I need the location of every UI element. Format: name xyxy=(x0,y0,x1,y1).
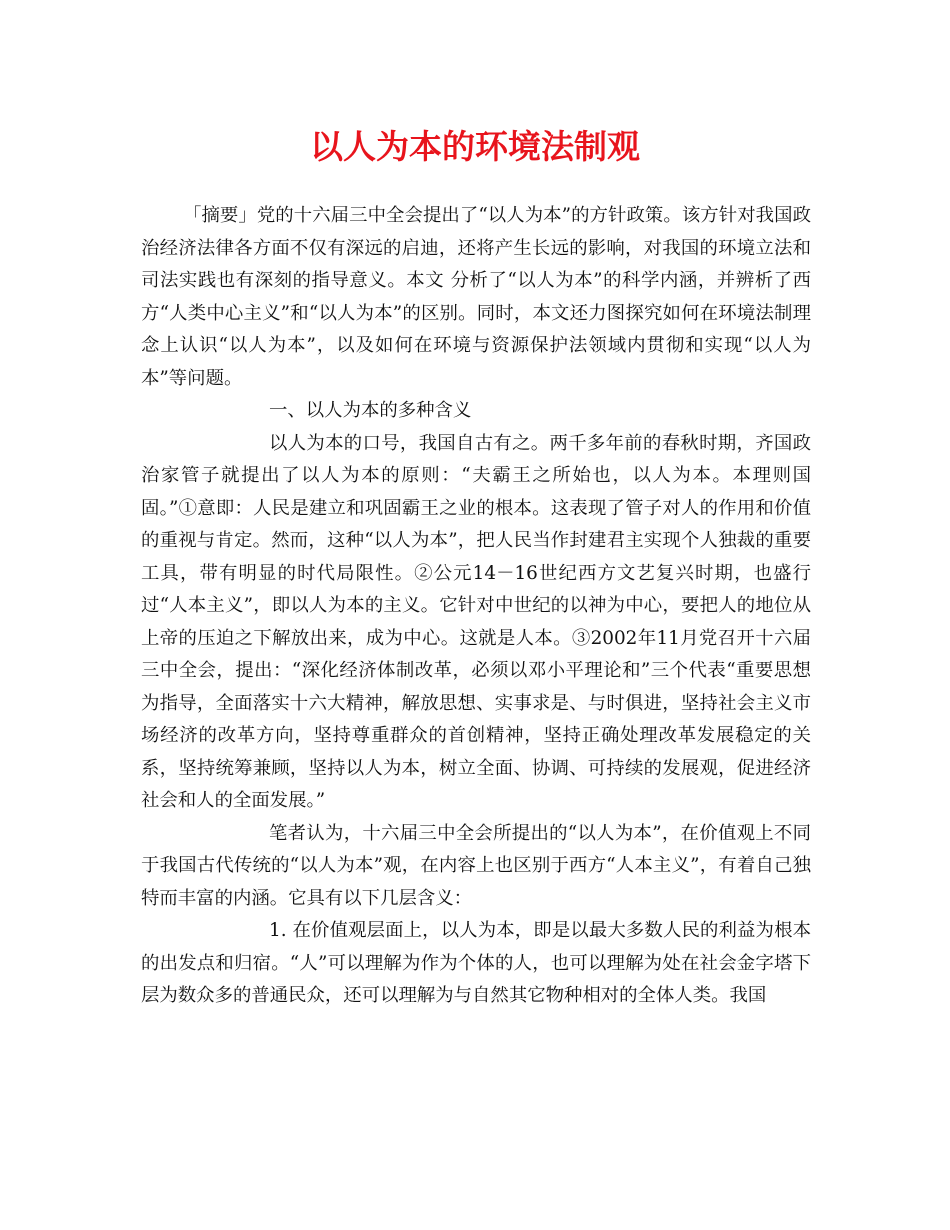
body-paragraph: 笔者认为，十六届三中全会所提出的“以人为本”，在价值观上不同于我国古代传统的“以人为本”观，在内容上也区别于西方“人本主义”，有着自己独特而丰富的内涵。它具有以下几层含义： xyxy=(141,822,811,909)
section-heading: 一、以人为本的多种含义 xyxy=(269,400,472,421)
body-paragraph: 1. 在价值观层面上，以人为本，即是以最大多数人民的利益为根本的出发点和归宿。“人”可以理解为作为个体的人，也可以理解为处在社会金字塔下层为数众多的普通民众，还可以理解为与自然其它物种相对的全体人类。我国 xyxy=(141,920,811,1006)
document-title: 以人为本的环境法制观 xyxy=(310,127,640,166)
document-body xyxy=(141,200,811,1013)
body-paragraph: 以人为本的口号，我国自古有之。两千多年前的春秋时期，齐国政治家管子就提出了以人为本的原则：“夫霸王之所始也，以人为本。本理则国固。”①意即：人民是建立和巩固霸王之业的根本。这表现了管子对人的作用和价值的重视与肯定。然而，这种“以人为本”，把人民当作封建君主实现个人独裁的重要工具，带有明显的时代局限性。②公元14－16世纪西方文艺复兴时期，也盛行过“人本主义”，即以人为本的主义。它针对中世纪的以神为中心，要把人的地位从上帝的压迫之下解放出来，成为中心。这就是人本。③2002年11月党召开十六届三中全会，提出：“深化经济体制改革，必须以邓小平理论和”三个代表“重要思想为指导，全面落实十六大精神，解放思想、实事求是、与时俱进，坚持社会主义市场经济的改革方向，坚持尊重群众的首创精神，坚持正确处理改革发展稳定的关系，坚持统筹兼顾，坚持以人为本，树立全面、协调、可持续的发展观，促进经济社会和人的全面发展。” xyxy=(141,432,811,811)
abstract-paragraph: 「摘要」党的十六届三中全会提出了“以人为本”的方针政策。该方针对我国政治经济法律各方面不仅有深远的启迪，还将产生长远的影响，对我国的环境立法和司法实践也有深刻的指导意义。本文 分析了“以人为本”的科学内涵，并辨析了西方“人类中心主义”和“以人为本”的区别。同时，本文还力图探究如何在环境法制理念上认识“以人为本”，以及如何在环境与资源保护法领域内贯彻和实现“以人为本”等问题。 xyxy=(141,205,811,389)
